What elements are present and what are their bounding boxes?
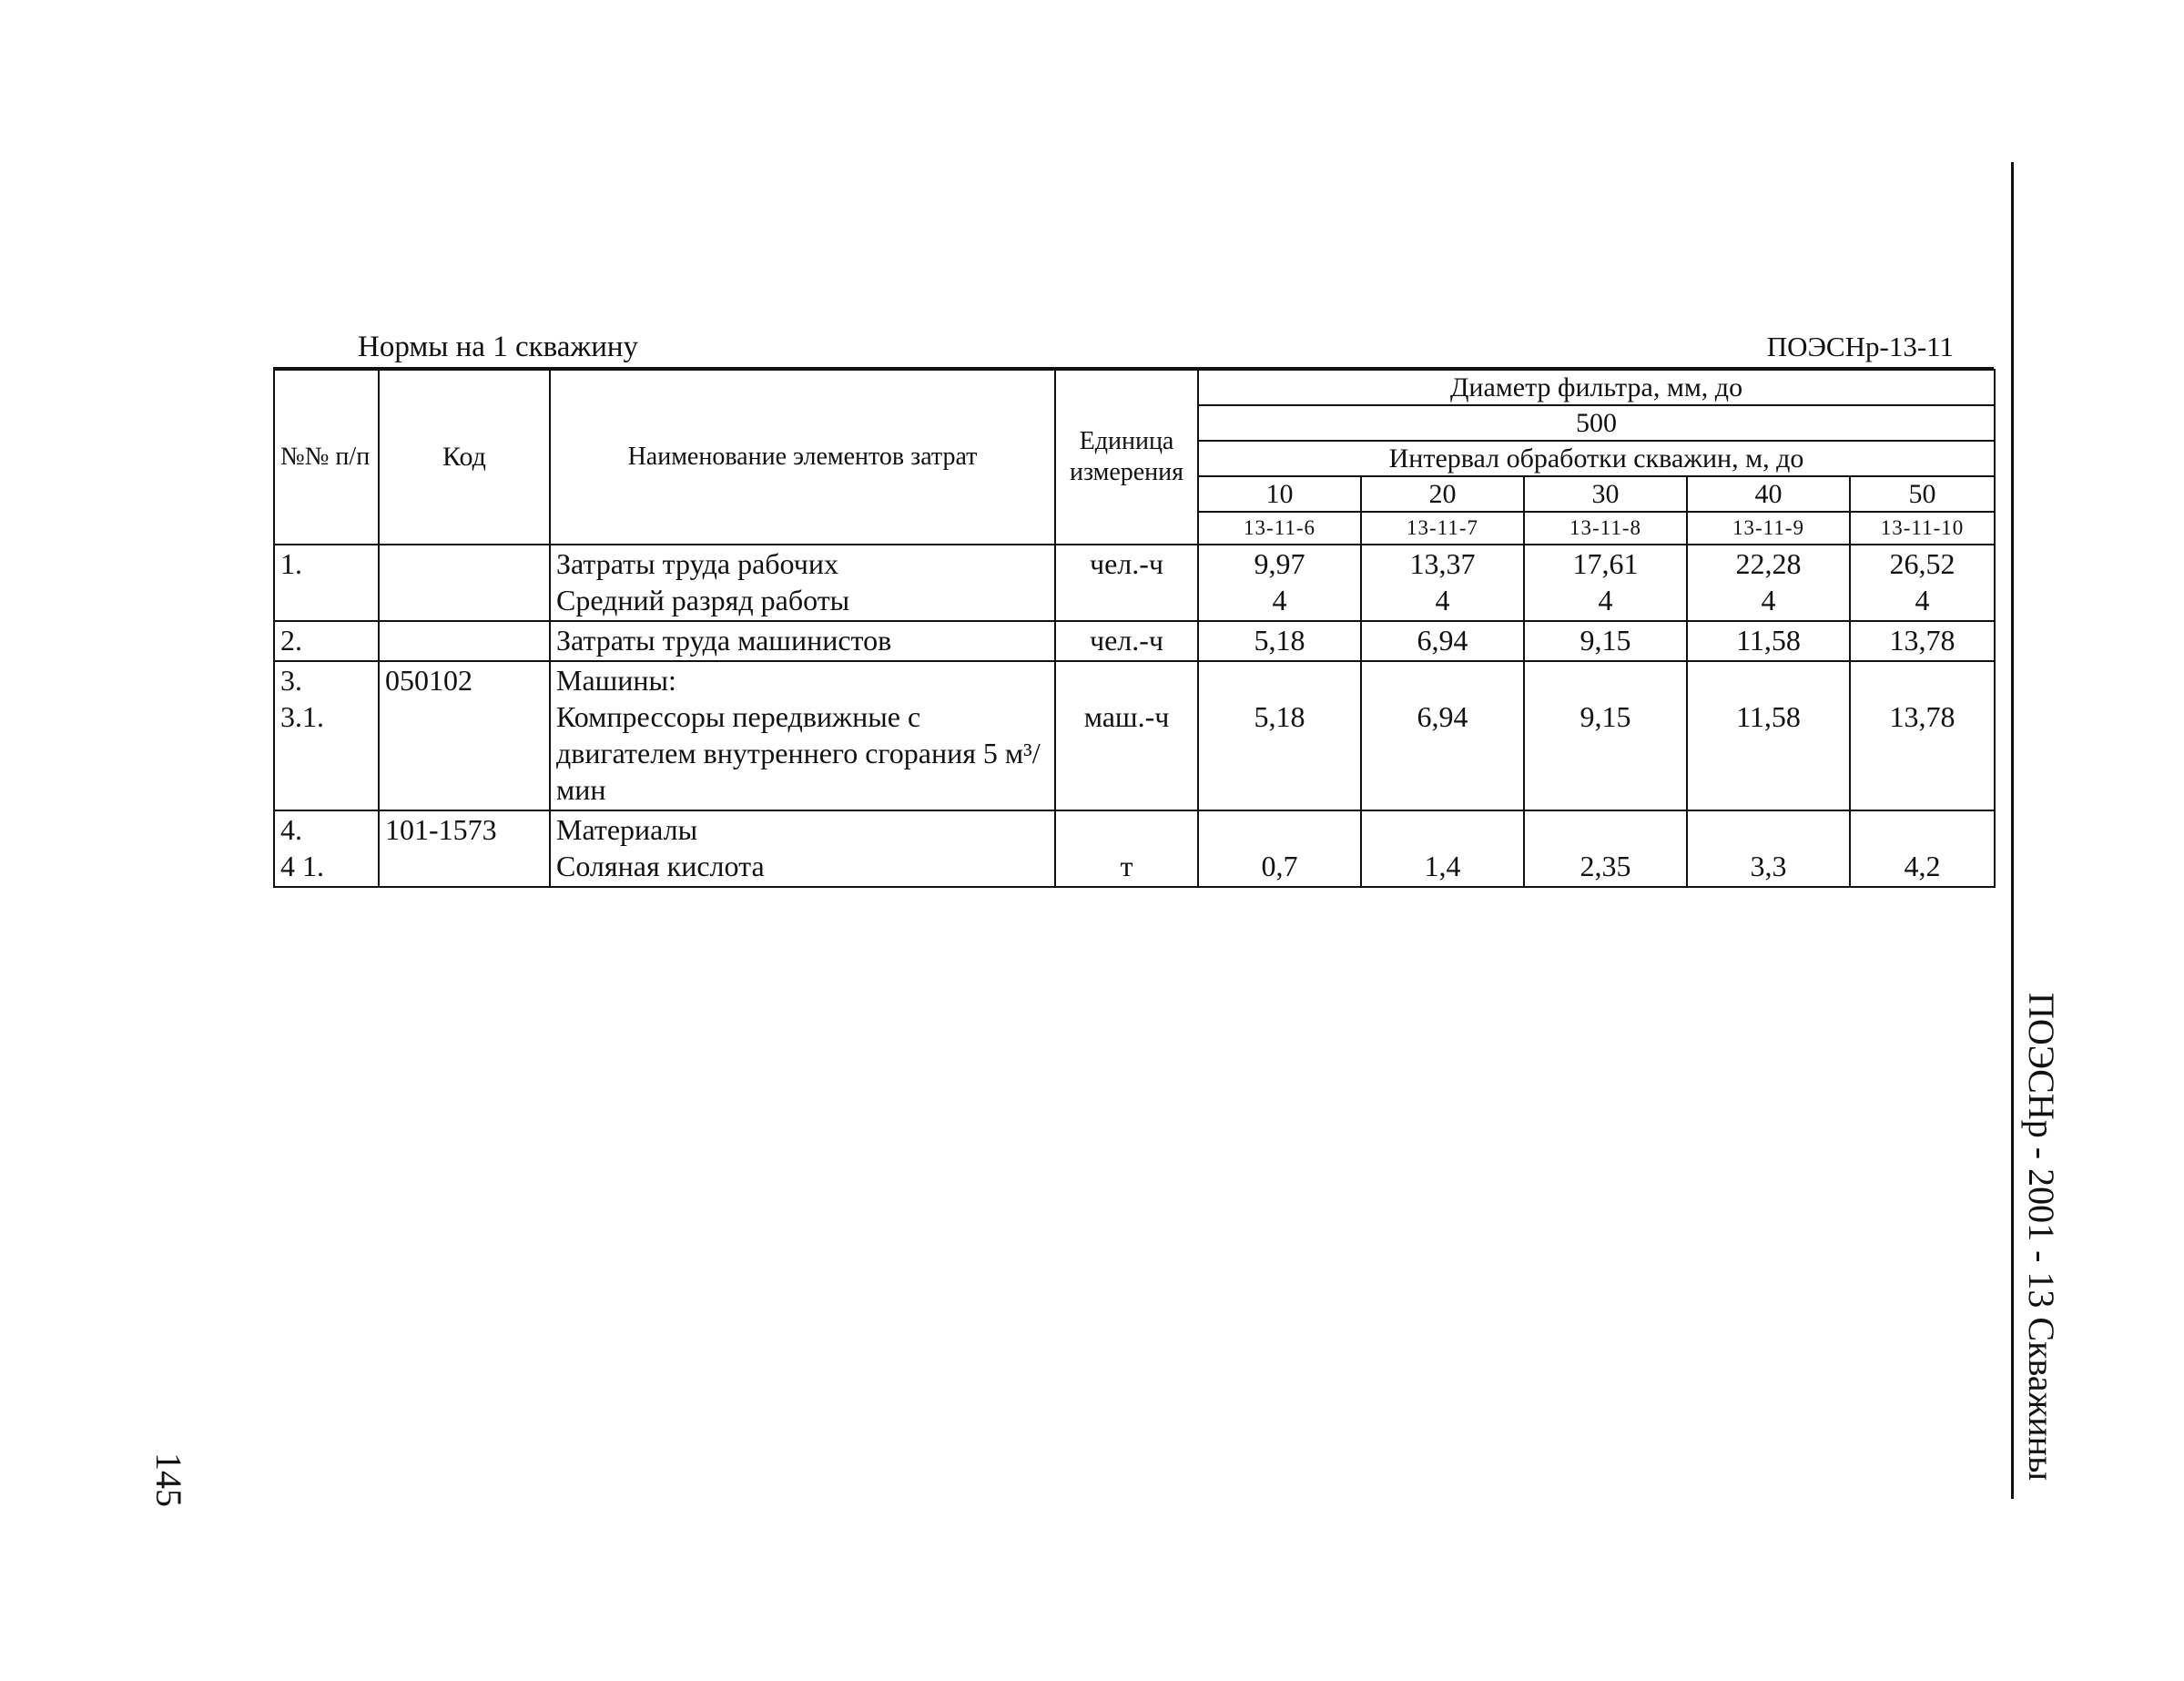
table-row xyxy=(274,621,1995,661)
norm-code: 13-11-9 xyxy=(1687,512,1850,545)
norm-code: 13-11-6 xyxy=(1198,512,1361,545)
row-value: 6,94 xyxy=(1361,621,1524,661)
row-name-line: Средний разряд работы xyxy=(556,584,850,616)
row-name: Затраты труда машинистов xyxy=(550,621,1055,661)
row-value: 6,94 xyxy=(1361,661,1524,810)
row-value: 0,7 xyxy=(1198,810,1361,887)
row-name-line: Соляная кислота xyxy=(556,850,765,882)
row-code xyxy=(379,621,550,661)
table-row xyxy=(274,661,1995,810)
row-value: 11,58 xyxy=(1687,621,1850,661)
row-value: 22,28 4 xyxy=(1687,545,1850,621)
row-value: 9,15 xyxy=(1524,661,1687,810)
norm-code: 13-11-7 xyxy=(1361,512,1524,545)
interval-value: 50 xyxy=(1850,476,1995,512)
table-row xyxy=(274,810,1995,887)
row-value: 1,4 xyxy=(1361,810,1524,887)
page-number: 145 xyxy=(148,1452,189,1507)
row-value: 17,61 4 xyxy=(1524,545,1687,621)
row-name xyxy=(550,661,1055,810)
interval-value: 10 xyxy=(1198,476,1361,512)
row-code xyxy=(379,545,550,621)
row-name-line: Материалы xyxy=(556,813,698,846)
row-value: 13,37 4 xyxy=(1361,545,1524,621)
row-num: 3. 3.1. xyxy=(274,661,379,810)
row-code: 101-1573 xyxy=(379,810,550,887)
row-value: 9,97 4 xyxy=(1198,545,1361,621)
header-unit: Единица измерения xyxy=(1055,370,1198,545)
row-name-line: Компрессоры передвижные с двигателем внутреннего сгорания 5 м³/мин xyxy=(556,700,1041,806)
row-unit: т xyxy=(1055,810,1198,887)
header-name: Наименование элементов затрат xyxy=(550,370,1055,545)
header-interval-label: Интервал обработки скважин, м, до xyxy=(1198,441,1995,476)
row-num: 1. xyxy=(274,545,379,621)
row-value: 13,78 xyxy=(1850,661,1995,810)
row-num: 2. xyxy=(274,621,379,661)
row-unit: чел.-ч xyxy=(1055,545,1198,621)
row-unit: чел.-ч xyxy=(1055,621,1198,661)
row-name-line: Затраты труда рабочих xyxy=(556,547,838,580)
header-diameter-value: 500 xyxy=(1198,405,1995,441)
interval-value: 30 xyxy=(1524,476,1687,512)
margin-rule xyxy=(2011,162,2014,1499)
norms-caption: Нормы на 1 скважину xyxy=(358,331,639,363)
row-value: 5,18 xyxy=(1198,621,1361,661)
row-value: 9,15 xyxy=(1524,621,1687,661)
header-num: №№ п/п xyxy=(274,370,379,545)
row-value: 4,2 xyxy=(1850,810,1995,887)
row-value: 26,52 4 xyxy=(1850,545,1995,621)
header-code: Код xyxy=(379,370,550,545)
row-num: 4. 4 1. xyxy=(274,810,379,887)
side-title: ПОЭСНр - 2001 - 13 Скважины xyxy=(2021,993,2062,1481)
row-name-line: Машины: xyxy=(556,664,676,697)
interval-value: 20 xyxy=(1361,476,1524,512)
norms-table xyxy=(273,369,1996,888)
row-name xyxy=(550,545,1055,621)
row-name xyxy=(550,810,1055,887)
row-value: 2,35 xyxy=(1524,810,1687,887)
row-value: 13,78 xyxy=(1850,621,1995,661)
row-code: 050102 xyxy=(379,661,550,810)
header-diameter-label: Диаметр фильтра, мм, до xyxy=(1198,370,1995,405)
row-unit: маш.-ч xyxy=(1055,661,1198,810)
norm-code: 13-11-10 xyxy=(1850,512,1995,545)
norm-code: 13-11-8 xyxy=(1524,512,1687,545)
table-row xyxy=(274,545,1995,621)
row-value: 11,58 xyxy=(1687,661,1850,810)
interval-value: 40 xyxy=(1687,476,1850,512)
row-value: 3,3 xyxy=(1687,810,1850,887)
table-code-caption: ПОЭСНр-13-11 xyxy=(1766,331,1954,362)
row-value: 5,18 xyxy=(1198,661,1361,810)
